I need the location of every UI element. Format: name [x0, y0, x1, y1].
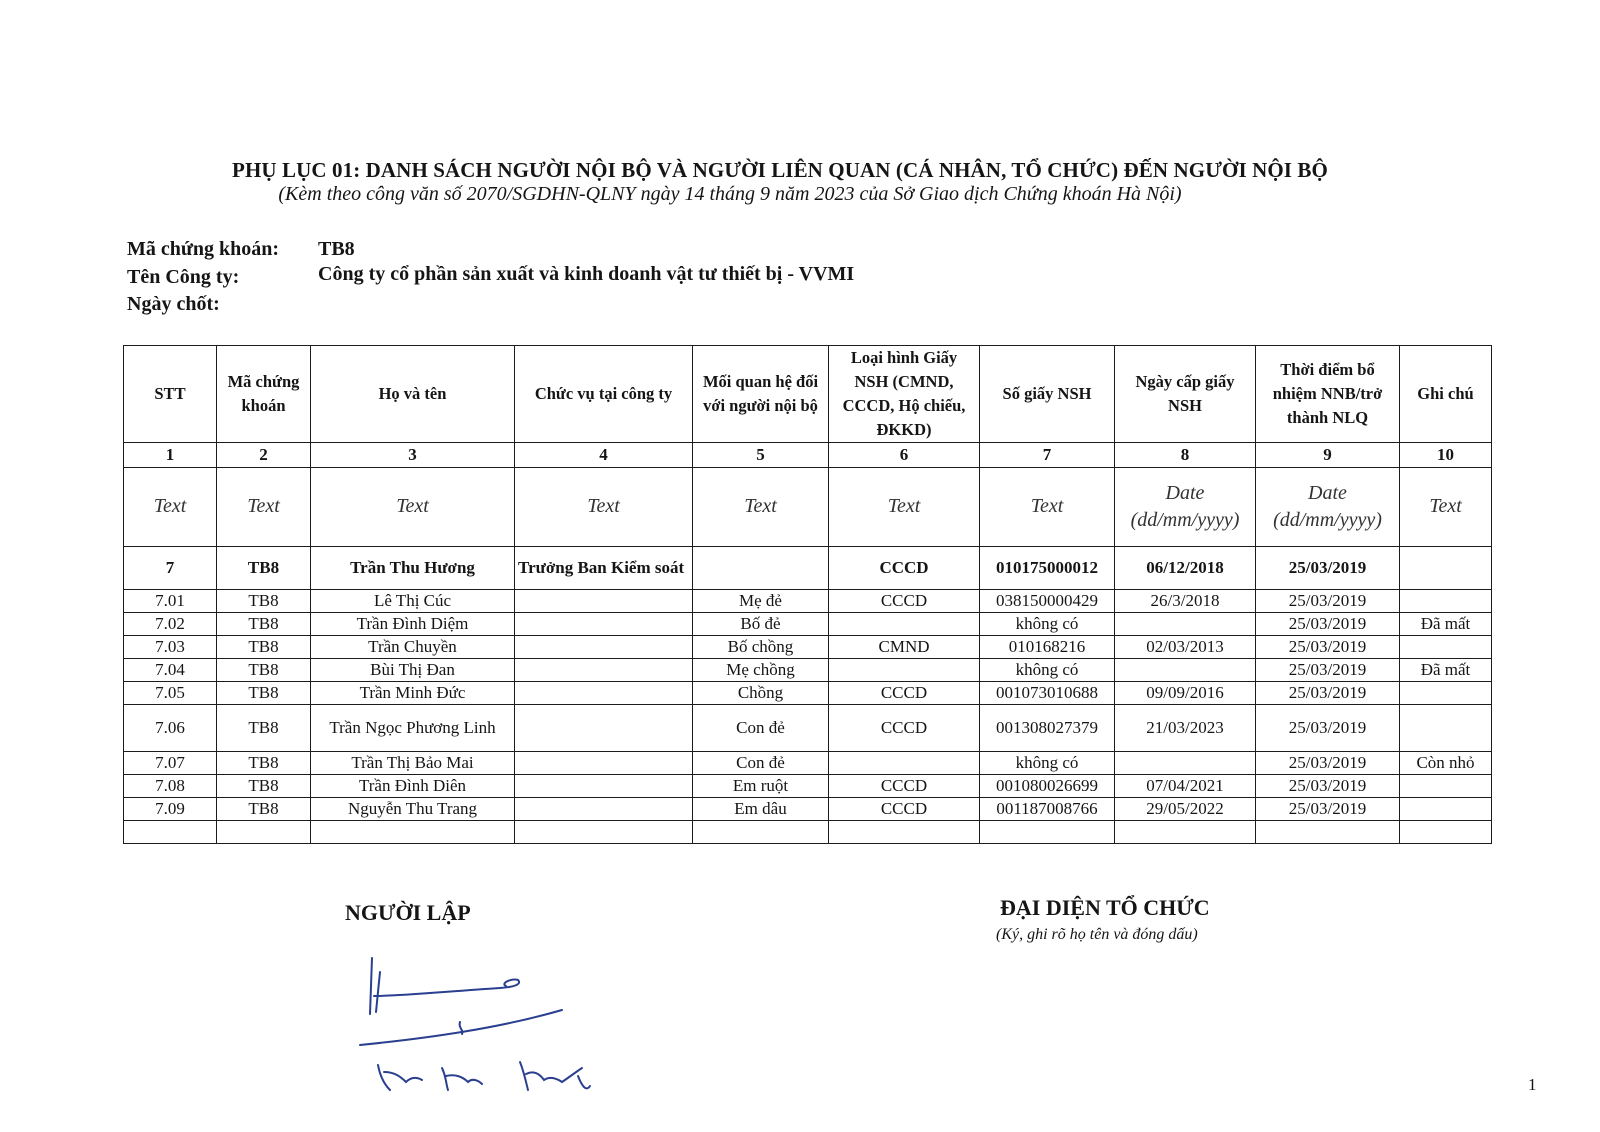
cell-note [1400, 797, 1492, 820]
stock-code-label: Mã chứng khoán: [127, 238, 280, 260]
data-type-cell: Text [980, 467, 1115, 546]
column-number: 4 [515, 442, 693, 467]
header-cell: Họ và tên [311, 346, 515, 443]
cell-id-number: 038150000429 [980, 589, 1115, 612]
cell-note [1400, 589, 1492, 612]
cell-stock-code: TB8 [217, 635, 311, 658]
empty-cell [1400, 820, 1492, 843]
cell-note [1400, 704, 1492, 751]
cell-appointment-date: 25/03/2019 [1256, 797, 1400, 820]
empty-cell [311, 820, 515, 843]
header-row [124, 346, 1492, 443]
column-number-row [124, 442, 1492, 467]
cell-id-number: 001308027379 [980, 704, 1115, 751]
cell-appointment-date: 25/03/2019 [1256, 589, 1400, 612]
cell-position [515, 612, 693, 635]
cell-position [515, 751, 693, 774]
cell-id-type: CMND [829, 635, 980, 658]
cell-stt: 7.06 [124, 704, 217, 751]
header-cell: Loại hình Giấy NSH (CMND, CCCD, Hộ chiếu, ĐKKD) [829, 346, 980, 443]
main-stt: 7 [124, 546, 217, 589]
table-row [124, 589, 1492, 612]
table-row [124, 704, 1492, 751]
empty-cell [515, 820, 693, 843]
column-number: 3 [311, 442, 515, 467]
empty-cell [124, 820, 217, 843]
cell-issue-date [1115, 612, 1256, 635]
document-subtitle: (Kèm theo công văn số 2070/SGDHN-QLNY ngày 14 tháng 9 năm 2023 của Sở Giao dịch Chứng khoán Hà Nội) [278, 183, 1182, 205]
empty-cell [829, 820, 980, 843]
cell-relationship: Con đẻ [693, 704, 829, 751]
empty-cell [1115, 820, 1256, 843]
empty-cell [693, 820, 829, 843]
main-note [1400, 546, 1492, 589]
data-type-cell: Text [1400, 467, 1492, 546]
cell-full-name: Trần Thị Bảo Mai [311, 751, 515, 774]
cell-id-type [829, 612, 980, 635]
header-cell: STT [124, 346, 217, 443]
main-id-number: 010175000012 [980, 546, 1115, 589]
column-number: 1 [124, 442, 217, 467]
page-number: 1 [1528, 1075, 1537, 1094]
cell-full-name: Trần Chuyền [311, 635, 515, 658]
cell-full-name: Trần Ngọc Phương Linh [311, 704, 515, 751]
cell-relationship: Con đẻ [693, 751, 829, 774]
org-rep-note: (Ký, ghi rõ họ tên và đóng dấu) [996, 926, 1198, 943]
cell-issue-date [1115, 751, 1256, 774]
document-title: PHỤ LỤC 01: DANH SÁCH NGƯỜI NỘI BỘ VÀ NGƯỜI LIÊN QUAN (CÁ NHÂN, TỔ CHỨC) ĐẾN NGƯỜI NỘI BỘ [232, 158, 1328, 182]
table-row [124, 635, 1492, 658]
main-relationship [693, 546, 829, 589]
org-rep-title: ĐẠI DIỆN TỔ CHỨC [1000, 895, 1210, 920]
data-type-row [124, 467, 1492, 546]
cell-note [1400, 681, 1492, 704]
table-row [124, 774, 1492, 797]
cell-issue-date: 07/04/2021 [1115, 774, 1256, 797]
insider-main-row [124, 546, 1492, 589]
cell-stt: 7.02 [124, 612, 217, 635]
cell-note [1400, 635, 1492, 658]
cell-position [515, 797, 693, 820]
cell-id-type: CCCD [829, 589, 980, 612]
cell-full-name: Lê Thị Cúc [311, 589, 515, 612]
cell-relationship: Mẹ đẻ [693, 589, 829, 612]
main-issue-date: 06/12/2018 [1115, 546, 1256, 589]
cell-stt: 7.07 [124, 751, 217, 774]
cell-id-type: CCCD [829, 774, 980, 797]
data-type-cell: Text [311, 467, 515, 546]
cell-relationship: Em ruột [693, 774, 829, 797]
data-type-cell: Text [515, 467, 693, 546]
preparer-signature [350, 950, 620, 1100]
cell-id-number: 001073010688 [980, 681, 1115, 704]
cell-note: Đã mất [1400, 612, 1492, 635]
cell-note: Còn nhỏ [1400, 751, 1492, 774]
data-type-cell: Text [829, 467, 980, 546]
cell-stock-code: TB8 [217, 681, 311, 704]
cell-id-number: không có [980, 612, 1115, 635]
cell-position [515, 704, 693, 751]
cell-relationship: Bố chồng [693, 635, 829, 658]
cell-stock-code: TB8 [217, 589, 311, 612]
cell-stock-code: TB8 [217, 751, 311, 774]
cell-id-number: không có [980, 751, 1115, 774]
header-cell: Mã chứng khoán [217, 346, 311, 443]
cell-appointment-date: 25/03/2019 [1256, 704, 1400, 751]
cell-stt: 7.05 [124, 681, 217, 704]
cell-stock-code: TB8 [217, 704, 311, 751]
main-appointment-date: 25/03/2019 [1256, 546, 1400, 589]
cell-issue-date: 21/03/2023 [1115, 704, 1256, 751]
header-cell: Số giấy NSH [980, 346, 1115, 443]
cell-stock-code: TB8 [217, 797, 311, 820]
cell-stock-code: TB8 [217, 774, 311, 797]
cell-id-number: 010168216 [980, 635, 1115, 658]
cell-position [515, 658, 693, 681]
header-cell: Chức vụ tại công ty [515, 346, 693, 443]
data-type-cell: Date (dd/mm/yyyy) [1256, 467, 1400, 546]
cell-note: Đã mất [1400, 658, 1492, 681]
cell-id-number: không có [980, 658, 1115, 681]
cell-relationship: Chồng [693, 681, 829, 704]
cell-position [515, 589, 693, 612]
cell-id-type: CCCD [829, 797, 980, 820]
cell-id-type [829, 658, 980, 681]
cell-stt: 7.04 [124, 658, 217, 681]
cell-appointment-date: 25/03/2019 [1256, 658, 1400, 681]
column-number: 8 [1115, 442, 1256, 467]
column-number: 10 [1400, 442, 1492, 467]
company-label: Tên Công ty: [127, 266, 240, 288]
cell-full-name: Bùi Thị Đan [311, 658, 515, 681]
table-row [124, 751, 1492, 774]
company-value: Công ty cổ phần sản xuất và kinh doanh vật tư thiết bị - VVMI [318, 263, 855, 285]
table-row [124, 681, 1492, 704]
cell-appointment-date: 25/03/2019 [1256, 681, 1400, 704]
data-type-cell: Text [124, 467, 217, 546]
cell-stt: 7.01 [124, 589, 217, 612]
empty-cell [1256, 820, 1400, 843]
data-type-cell: Text [217, 467, 311, 546]
header-cell: Thời điểm bổ nhiệm NNB/trở thành NLQ [1256, 346, 1400, 443]
main-full-name: Trần Thu Hương [311, 546, 515, 589]
cell-appointment-date: 25/03/2019 [1256, 751, 1400, 774]
cell-position [515, 635, 693, 658]
cell-full-name: Trần Minh Đức [311, 681, 515, 704]
cell-id-type: CCCD [829, 704, 980, 751]
header-cell: Mối quan hệ đối với người nội bộ [693, 346, 829, 443]
cell-full-name: Nguyễn Thu Trang [311, 797, 515, 820]
main-position: Trưởng Ban Kiểm soát [515, 546, 693, 589]
cell-appointment-date: 25/03/2019 [1256, 774, 1400, 797]
cell-position [515, 774, 693, 797]
cell-relationship: Em dâu [693, 797, 829, 820]
empty-cell [217, 820, 311, 843]
table-row [124, 658, 1492, 681]
data-type-cell: Date (dd/mm/yyyy) [1115, 467, 1256, 546]
preparer-title: NGƯỜI LẬP [345, 900, 471, 925]
cell-issue-date: 02/03/2013 [1115, 635, 1256, 658]
cell-issue-date [1115, 658, 1256, 681]
table-row [124, 612, 1492, 635]
cell-appointment-date: 25/03/2019 [1256, 612, 1400, 635]
column-number: 5 [693, 442, 829, 467]
empty-row [124, 820, 1492, 843]
cell-appointment-date: 25/03/2019 [1256, 635, 1400, 658]
cell-full-name: Trần Đình Diệm [311, 612, 515, 635]
column-number: 6 [829, 442, 980, 467]
cell-position [515, 681, 693, 704]
header-cell: Ngày cấp giấy NSH [1115, 346, 1256, 443]
closing-date-label: Ngày chốt: [127, 293, 220, 315]
main-stock-code: TB8 [217, 546, 311, 589]
column-number: 2 [217, 442, 311, 467]
cell-relationship: Bố đẻ [693, 612, 829, 635]
data-type-cell: Text [693, 467, 829, 546]
cell-note [1400, 774, 1492, 797]
cell-stt: 7.09 [124, 797, 217, 820]
cell-stt: 7.03 [124, 635, 217, 658]
cell-id-number: 001080026699 [980, 774, 1115, 797]
cell-issue-date: 26/3/2018 [1115, 589, 1256, 612]
header-cell: Ghi chú [1400, 346, 1492, 443]
cell-id-type [829, 751, 980, 774]
column-number: 9 [1256, 442, 1400, 467]
cell-id-number: 001187008766 [980, 797, 1115, 820]
cell-id-type: CCCD [829, 681, 980, 704]
cell-stt: 7.08 [124, 774, 217, 797]
column-number: 7 [980, 442, 1115, 467]
cell-stock-code: TB8 [217, 612, 311, 635]
stock-code-value: TB8 [318, 238, 355, 260]
empty-cell [980, 820, 1115, 843]
cell-relationship: Mẹ chồng [693, 658, 829, 681]
table-row [124, 797, 1492, 820]
cell-full-name: Trần Đình Diên [311, 774, 515, 797]
insider-table [123, 345, 1492, 844]
main-id-type: CCCD [829, 546, 980, 589]
cell-issue-date: 09/09/2016 [1115, 681, 1256, 704]
cell-issue-date: 29/05/2022 [1115, 797, 1256, 820]
cell-stock-code: TB8 [217, 658, 311, 681]
